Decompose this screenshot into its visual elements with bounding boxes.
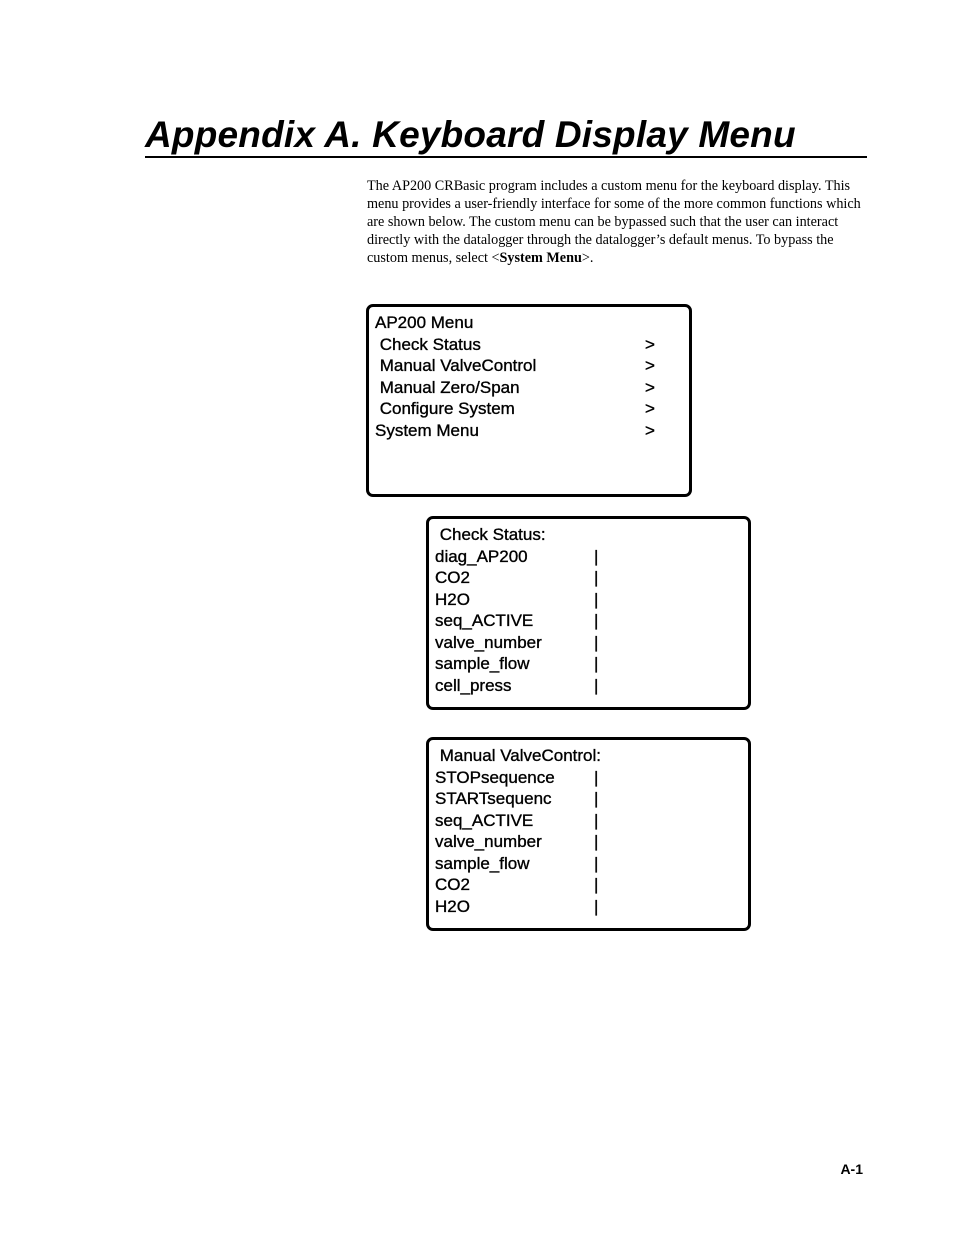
field-label: valve_number	[435, 832, 542, 851]
field-label: H2O	[435, 896, 470, 916]
intro-text: The AP200 CRBasic program includes a custom menu for the keyboard display. This menu provides a user-friendly interface for some of the more common functions which are shown below. The custom menu can be bypassed such that the user can interact directly with the datalogger through the datalogger’s default menus. To bypass the custom menus, select <	[367, 178, 861, 266]
main-menu-screen	[366, 304, 692, 497]
intro-paragraph	[367, 177, 867, 267]
value-separator: |	[594, 896, 599, 916]
menu-item-label: System Menu	[375, 420, 479, 440]
check-status-row-valve-number[interactable]	[435, 632, 735, 654]
menu-item-system-menu[interactable]	[375, 420, 665, 442]
page-title: Appendix A. Keyboard Display Menu	[145, 114, 796, 155]
field-label: H2O	[435, 589, 470, 609]
field-label: seq_ACTIVE	[435, 810, 534, 830]
menu-item-manual-zero-span[interactable]	[375, 377, 665, 399]
check-status-row-h2o[interactable]	[435, 589, 735, 611]
value-separator: |	[594, 789, 599, 808]
field-label: CO2	[435, 875, 470, 894]
field-label: STOPsequence	[435, 767, 555, 787]
chevron-right-icon: >	[645, 377, 655, 397]
check-status-row-sample-flow[interactable]	[435, 653, 735, 675]
field-label: STARTsequenc	[435, 789, 552, 808]
value-separator: |	[594, 546, 599, 566]
title-divider	[145, 156, 867, 158]
value-separator: |	[594, 654, 599, 673]
page-number: A-1	[840, 1161, 863, 1177]
field-label: seq_ACTIVE	[435, 611, 534, 630]
menu-item-check-status[interactable]	[375, 334, 665, 356]
check-status-row-cell-press[interactable]	[435, 675, 735, 697]
intro-text-end: >.	[581, 250, 594, 266]
value-separator: |	[594, 875, 599, 894]
check-status-row-diag[interactable]	[435, 546, 735, 568]
manual-valve-control-screen	[426, 737, 751, 931]
menu-item-label: Manual Zero/Span	[375, 377, 520, 397]
manual-valve-title: Manual ValveControl:	[435, 746, 601, 765]
chevron-right-icon: >	[645, 399, 655, 418]
field-label: valve_number	[435, 632, 542, 652]
menu-item-label: Manual ValveControl	[375, 356, 537, 375]
value-separator: |	[594, 675, 599, 695]
field-label: CO2	[435, 568, 470, 587]
field-label: cell_press	[435, 675, 512, 695]
manual-valve-row-co2[interactable]	[435, 874, 735, 896]
menu-item-label: Configure System	[375, 399, 515, 418]
value-separator: |	[594, 853, 599, 873]
main-menu-title: AP200 Menu	[375, 313, 474, 332]
menu-item-label: Check Status	[375, 334, 481, 354]
check-status-screen	[426, 516, 751, 710]
value-separator: |	[594, 810, 599, 830]
value-separator: |	[594, 611, 599, 630]
value-separator: |	[594, 832, 599, 851]
manual-valve-row-stop[interactable]	[435, 767, 735, 789]
field-label: diag_AP200	[435, 546, 528, 566]
value-separator: |	[594, 767, 599, 787]
manual-valve-row-start[interactable]	[435, 788, 735, 810]
manual-valve-row-seq-active[interactable]	[435, 810, 735, 832]
chevron-right-icon: >	[645, 356, 655, 375]
field-label: sample_flow	[435, 853, 530, 873]
chevron-right-icon: >	[645, 420, 655, 440]
chevron-right-icon: >	[645, 334, 655, 354]
check-status-row-seq-active[interactable]	[435, 610, 735, 632]
value-separator: |	[594, 589, 599, 609]
manual-valve-row-h2o[interactable]	[435, 896, 735, 918]
manual-valve-row-sample-flow[interactable]	[435, 853, 735, 875]
field-label: sample_flow	[435, 654, 530, 673]
manual-valve-row-valve-number[interactable]	[435, 831, 735, 853]
menu-item-configure-system[interactable]	[375, 398, 665, 420]
menu-item-manual-valvecontrol[interactable]	[375, 355, 665, 377]
check-status-title: Check Status:	[435, 525, 546, 544]
intro-bold-system-menu: System Menu	[499, 250, 582, 266]
value-separator: |	[594, 632, 599, 652]
value-separator: |	[594, 568, 599, 587]
check-status-row-co2[interactable]	[435, 567, 735, 589]
